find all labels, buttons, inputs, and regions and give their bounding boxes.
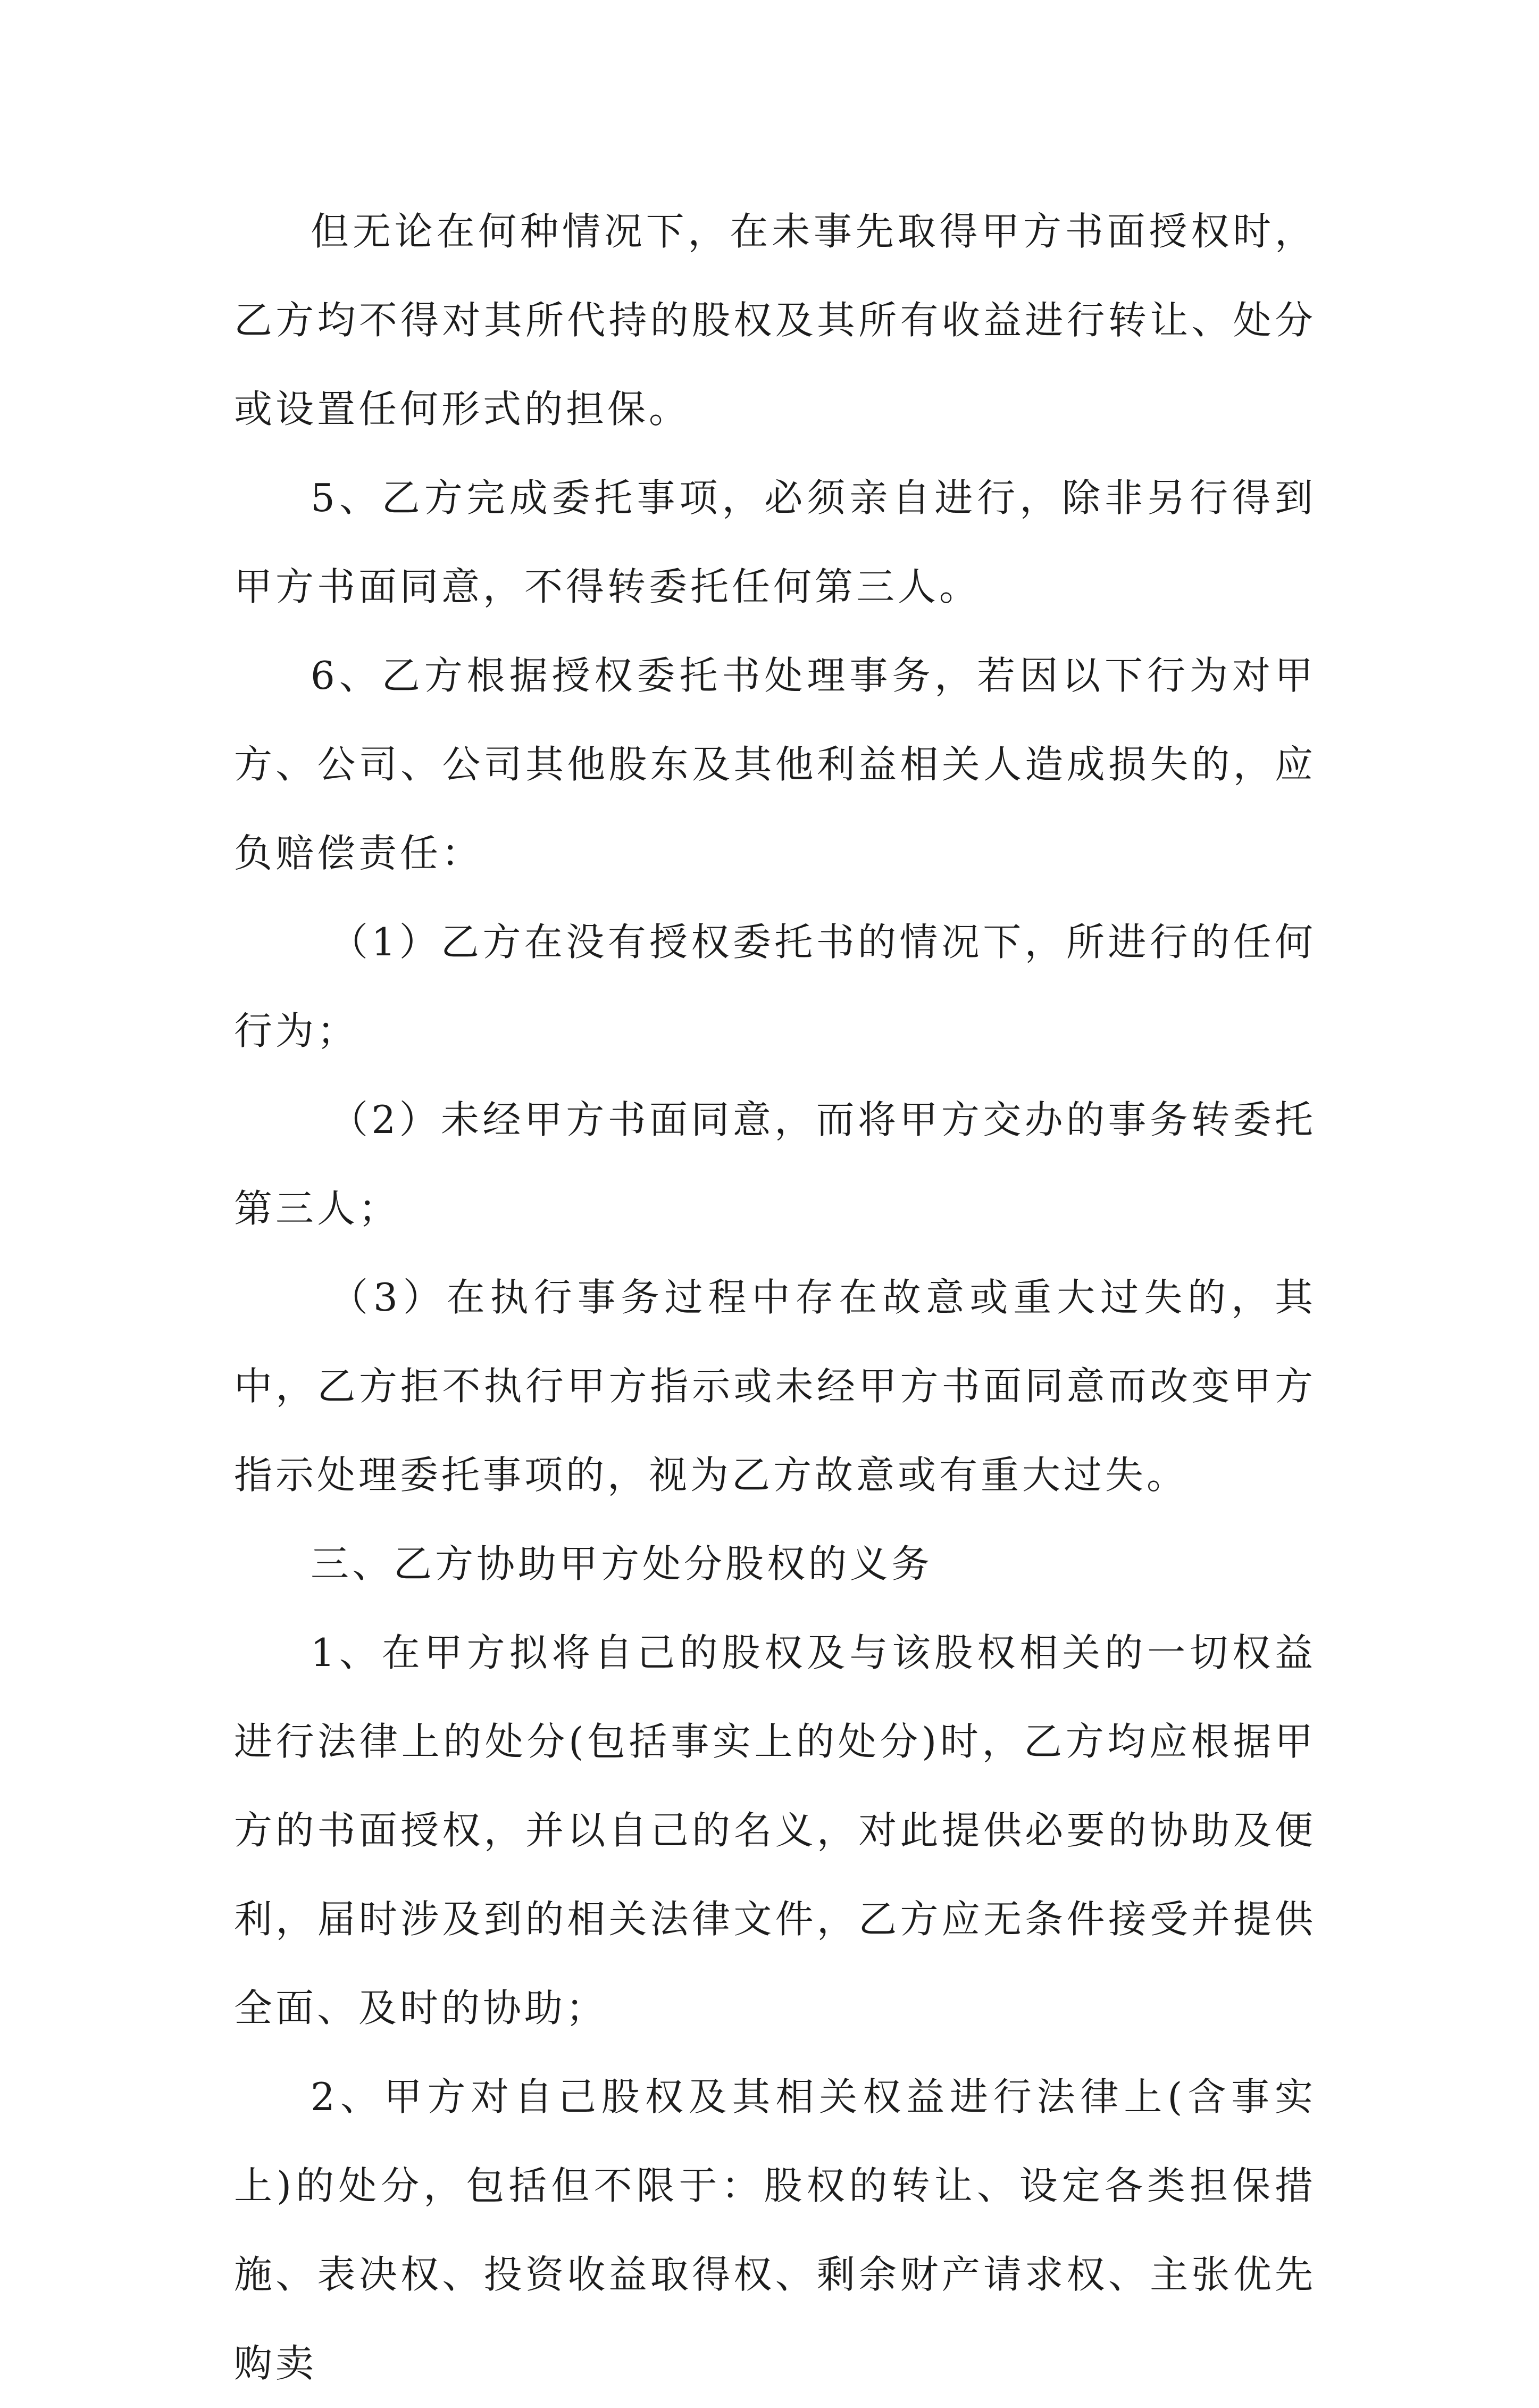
- paragraph-6: （3）在执行事务过程中存在故意或重大过失的，其中，乙方拒不执行甲方指示或未经甲方书面同意而改变甲方指示处理委托事项的，视为乙方故意或有重大过失。: [234, 1275, 1316, 1497]
- section-heading: 三、乙方协助甲方处分股权的义务: [311, 1542, 933, 1586]
- paragraph-4: （1）乙方在没有授权委托书的情况下，所进行的任何行为；: [234, 920, 1316, 1053]
- paragraph-5: （2）未经甲方书面同意，而将甲方交办的事务转委托第三人；: [234, 1097, 1316, 1231]
- paragraph-2: 5、乙方完成委托事项，必须亲自进行，除非另行得到甲方书面同意，不得转委托任何第三人。: [234, 476, 1316, 609]
- document-body: [234, 187, 1316, 2408]
- paragraph-1: 但无论在何种情况下，在未事先取得甲方书面授权时，乙方均不得对其所代持的股权及其所有收益进行转让、处分或设置任何形式的担保。: [234, 209, 1316, 431]
- paragraph-8: 1、在甲方拟将自己的股权及与该股权相关的一切权益进行法律上的处分(包括事实上的处分)时，乙方均应根据甲方的书面授权，并以自己的名义，对此提供必要的协助及便利，届时涉及到的相关法律文件，乙方应无条件接受并提供全面、及时的协助；: [234, 1630, 1316, 2030]
- paragraph-9: 2、甲方对自己股权及其相关权益进行法律上(含事实上)的处分，包括但不限于：股权的转让、设定各类担保措施、表决权、投资收益取得权、剩余财产请求权、主张优先购卖: [234, 2074, 1316, 2386]
- paragraph-3: 6、乙方根据授权委托书处理事务，若因以下行为对甲方、公司、公司其他股东及其他利益相关人造成损失的，应负赔偿责任：: [234, 653, 1316, 876]
